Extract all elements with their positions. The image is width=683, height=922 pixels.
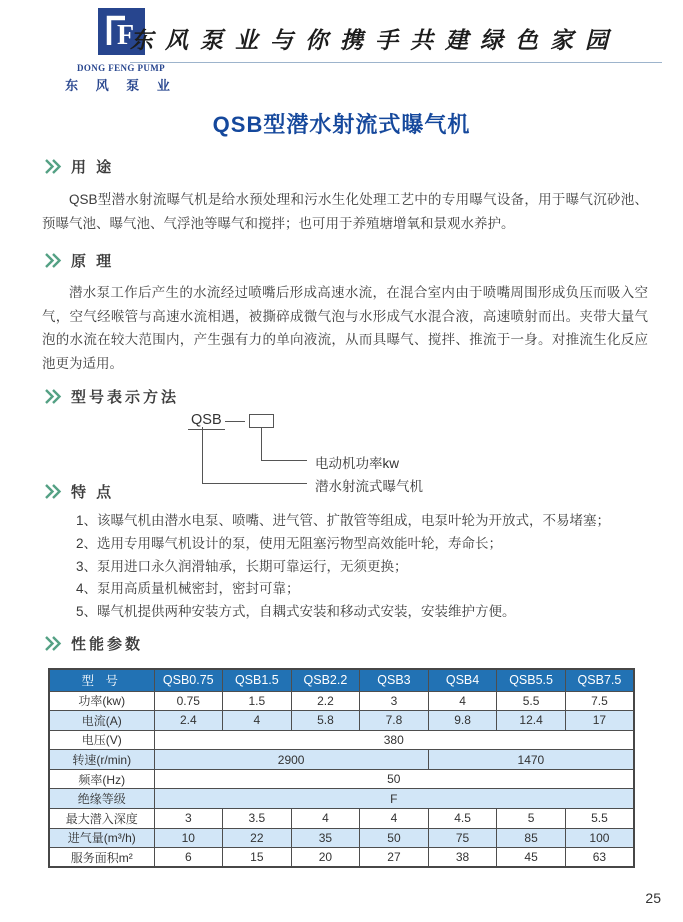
table-cell: 2.2	[291, 691, 360, 711]
table-cell: 20	[291, 848, 360, 868]
row-label: 频率(Hz)	[49, 769, 154, 789]
table-cell: 5	[497, 809, 566, 829]
table-header-cell: QSB3	[360, 669, 429, 691]
table-cell: 50	[360, 828, 429, 848]
table-cell: 5.5	[565, 809, 634, 829]
logo-name-en: DONG FENG PUMP	[76, 63, 166, 73]
feature-item: 3、泵用进口永久润滑轴承，长期可靠运行，无须更换；	[76, 558, 408, 574]
table-cell: 17	[565, 711, 634, 731]
double-chevron-icon	[44, 484, 62, 499]
table-row	[49, 691, 634, 711]
table-cell: 4	[223, 711, 292, 731]
spec-table-body	[49, 669, 634, 867]
table-cell: 4	[360, 809, 429, 829]
table-cell: 22	[223, 828, 292, 848]
header-slogan-area	[130, 24, 662, 63]
table-cell: 7.8	[360, 711, 429, 731]
table-row	[49, 809, 634, 829]
row-label: 电压(V)	[49, 730, 154, 750]
diagram-line	[261, 460, 307, 461]
feature-item: 1、该曝气机由潜水电泵、喷嘴、进气管、扩散管等组成，电泵叶轮为开放式，不易堵塞；	[76, 513, 611, 528]
section-specs-title: 性能参数	[71, 636, 144, 653]
table-cell: 4	[291, 809, 360, 829]
feature-item: 4、泵用高质量机械密封，密封可靠；	[76, 581, 300, 597]
table-cell: 15	[223, 848, 292, 868]
table-cell: 3.5	[223, 809, 292, 829]
section-features-heading	[44, 481, 114, 502]
model-power-label: 电动机功率kw	[315, 456, 399, 471]
table-cell: 4.5	[428, 809, 497, 829]
table-header-cell: QSB5.5	[497, 669, 566, 691]
table-cell: 7.5	[565, 691, 634, 711]
principle-paragraph: 潜水泵工作后产生的水流经过喷嘴后形成高速水流，在混合室内由于喷嘴周围形成负压而吸入空气，空气经喉管与高速水流相遇，被撕碎成微气泡与水形成气水混合液，高速喷射而出。夹带大量气泡的水流在较大范围内，产生强有力的单向液流，从而具曝气、搅拌、推流于一身。对推流生化反应池更为适用。	[42, 285, 648, 371]
diagram-line	[261, 428, 262, 460]
table-cell: 5.8	[291, 711, 360, 731]
model-designation-diagram	[145, 410, 575, 510]
table-cell: F	[154, 789, 634, 809]
table-row	[49, 789, 634, 809]
row-label: 绝缘等级	[49, 789, 154, 809]
diagram-dash-line	[225, 421, 245, 422]
table-row	[49, 769, 634, 789]
usage-paragraph: QSB型潜水射流曝气机是给水预处理和污水生化处理工艺中的专用曝气设备，用于曝气沉砂池、预曝气池、曝气池、气浮池等曝气和搅拌；也可用于养殖塘增氧和景观水养护。	[42, 192, 648, 231]
table-cell: 0.75	[154, 691, 223, 711]
table-row	[49, 711, 634, 731]
table-cell: 50	[154, 769, 634, 789]
table-cell: 75	[428, 828, 497, 848]
row-label: 转速(r/min)	[49, 750, 154, 770]
double-chevron-icon	[44, 389, 62, 404]
table-cell: 27	[360, 848, 429, 868]
table-cell: 6	[154, 848, 223, 868]
table-header-cell: QSB1.5	[223, 669, 292, 691]
table-cell: 100	[565, 828, 634, 848]
diagram-line	[202, 483, 307, 484]
table-cell: 3	[154, 809, 223, 829]
section-features-title: 特 点	[71, 484, 115, 501]
row-label: 功率(kw)	[49, 691, 154, 711]
page-number: 25	[645, 890, 661, 906]
logo-name-cn: 东 风 泵 业	[65, 78, 177, 93]
table-cell: 2.4	[154, 711, 223, 731]
double-chevron-icon	[44, 636, 62, 651]
table-cell: 9.8	[428, 711, 497, 731]
table-row	[49, 828, 634, 848]
feature-item: 5、曝气机提供两种安装方式，自耦式安装和移动式安装，安装维护方便。	[76, 604, 516, 620]
table-cell: 2900	[154, 750, 428, 770]
table-header-cell: 型 号	[49, 669, 154, 691]
header-divider	[130, 62, 662, 63]
model-type-label: 潜水射流式曝气机	[315, 479, 423, 494]
section-model-title: 型号表示方法	[71, 389, 180, 406]
model-code: QSB	[188, 412, 225, 430]
model-power-box	[249, 414, 274, 428]
diagram-line	[202, 427, 203, 483]
table-header-cell: QSB0.75	[154, 669, 223, 691]
table-row	[49, 848, 634, 868]
row-label: 服务面积m²	[49, 848, 154, 868]
svg-text:F: F	[116, 20, 134, 51]
table-cell: 38	[428, 848, 497, 868]
table-row	[49, 750, 634, 770]
double-chevron-icon	[44, 253, 62, 268]
table-header-row	[49, 669, 634, 691]
table-header-cell: QSB2.2	[291, 669, 360, 691]
table-cell: 4	[428, 691, 497, 711]
row-label: 电流(A)	[49, 711, 154, 731]
section-specs-heading	[44, 633, 143, 654]
section-principle-title: 原 理	[71, 253, 115, 270]
page-title: QSB型潜水射流式曝气机	[212, 112, 471, 137]
table-cell: 45	[497, 848, 566, 868]
section-model-heading	[44, 386, 179, 407]
section-usage-heading	[44, 156, 114, 177]
table-header-cell: QSB4	[428, 669, 497, 691]
table-cell: 5.5	[497, 691, 566, 711]
table-cell: 1.5	[223, 691, 292, 711]
table-cell: 3	[360, 691, 429, 711]
section-principle-heading	[44, 250, 114, 271]
double-chevron-icon	[44, 159, 62, 174]
section-usage-title: 用 途	[71, 159, 115, 176]
table-header-cell: QSB7.5	[565, 669, 634, 691]
table-row	[49, 730, 634, 750]
table-cell: 380	[154, 730, 634, 750]
features-list	[76, 510, 656, 624]
table-cell: 35	[291, 828, 360, 848]
table-cell: 63	[565, 848, 634, 868]
table-cell: 10	[154, 828, 223, 848]
row-label: 进气量(m³/h)	[49, 828, 154, 848]
table-cell: 12.4	[497, 711, 566, 731]
feature-item: 2、选用专用曝气机设计的泵，使用无阻塞污物型高效能叶轮，寿命长；	[76, 535, 503, 551]
table-cell: 1470	[428, 750, 634, 770]
company-slogan: 东风泵业与你携手共建绿色家园	[130, 27, 620, 54]
row-label: 最大潜入深度	[49, 809, 154, 829]
spec-table	[48, 668, 635, 868]
table-cell: 85	[497, 828, 566, 848]
